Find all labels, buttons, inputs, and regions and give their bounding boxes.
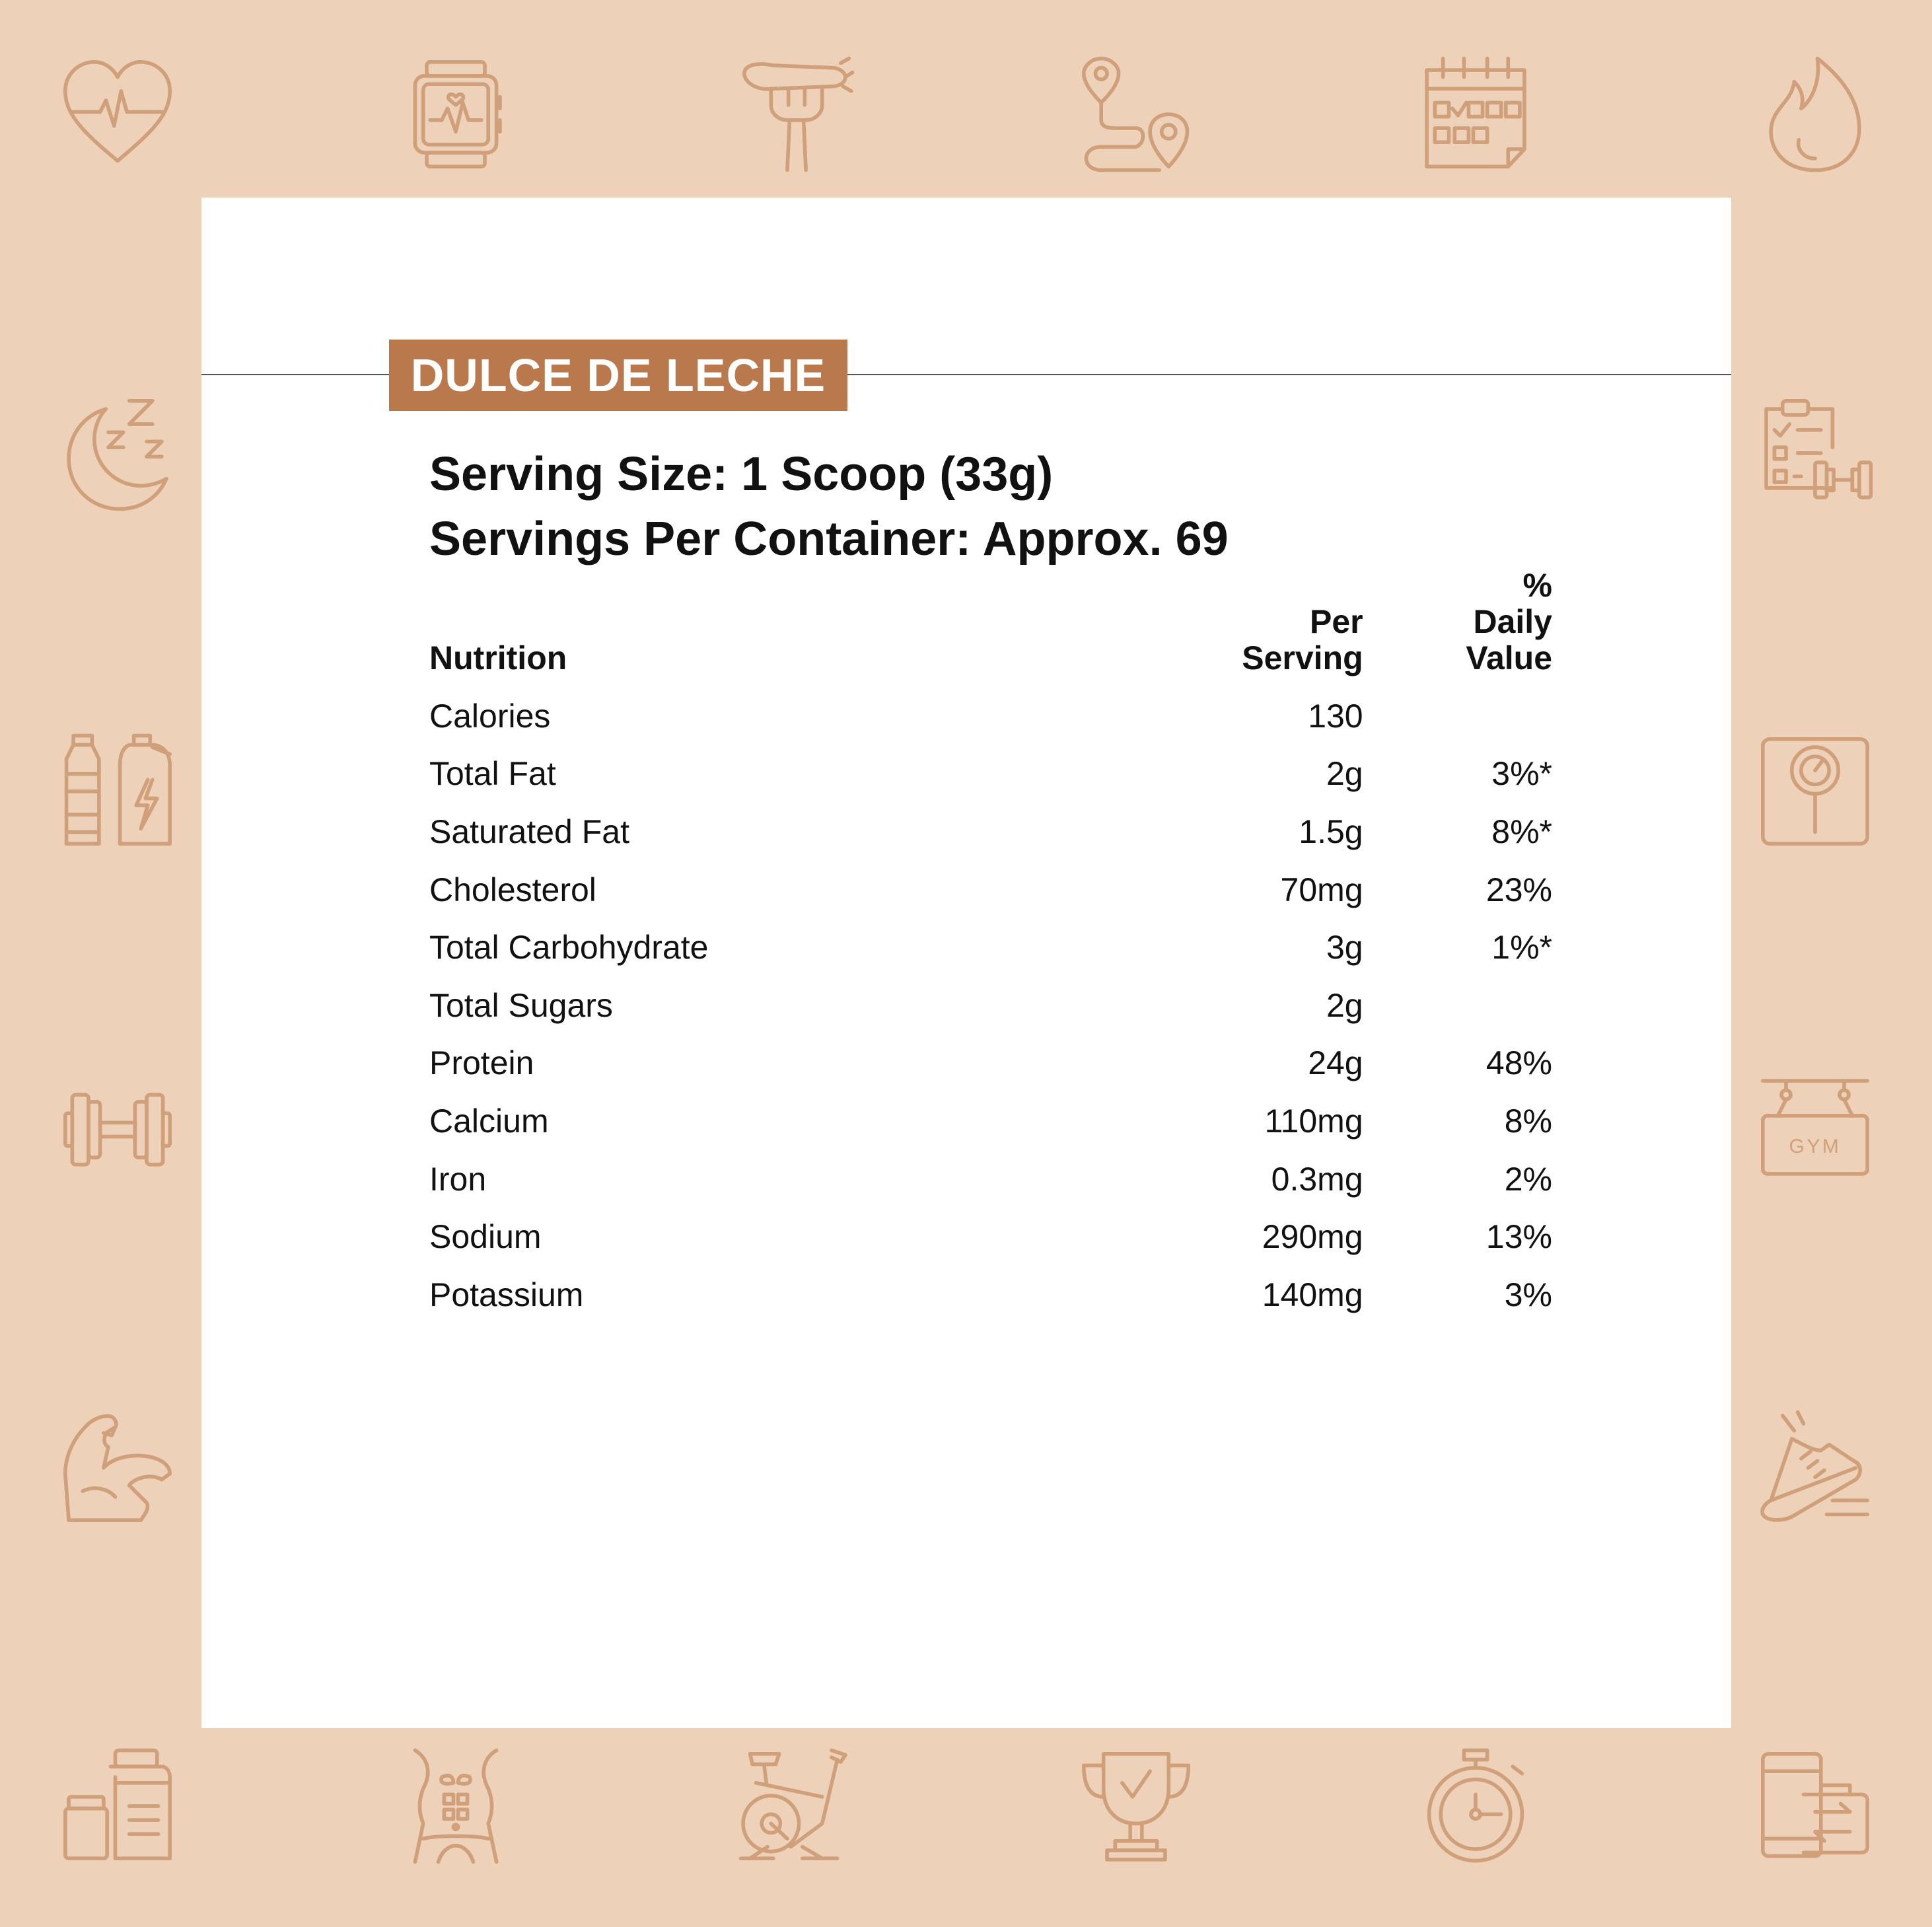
exercise-bike-icon xyxy=(738,1748,855,1864)
header-nutrition-text: Nutrition xyxy=(429,639,567,676)
daily-value: 13% xyxy=(1485,1218,1552,1256)
table-row xyxy=(429,1150,1552,1208)
header-dv-line2: Daily xyxy=(1473,603,1552,640)
per-serving-value: 290mg xyxy=(1262,1218,1363,1256)
header-dv-line1: % xyxy=(1522,567,1552,604)
per-serving-value: 24g xyxy=(1308,1044,1363,1082)
per-serving-value: 130 xyxy=(1308,697,1363,735)
nutrient-name: Protein xyxy=(429,1044,534,1082)
header-daily-value xyxy=(1363,567,1552,687)
serving-size: Serving Size: 1 Scoop (33g) xyxy=(429,448,1054,501)
clipboard-dumbbell-icon xyxy=(1757,395,1873,511)
table-row xyxy=(429,1208,1552,1266)
table-row xyxy=(429,687,1552,745)
per-serving-value: 70mg xyxy=(1280,871,1363,908)
running-shoe-icon xyxy=(1757,1410,1873,1526)
table-row xyxy=(429,976,1552,1035)
daily-value xyxy=(1363,687,1552,745)
table-row xyxy=(429,745,1552,803)
daily-value: 3% xyxy=(1504,1276,1552,1313)
nutrient-name: Calcium xyxy=(429,1102,549,1140)
daily-value: 1%* xyxy=(1491,929,1552,966)
daily-value: 3%* xyxy=(1491,755,1552,793)
per-serving-value: 2g xyxy=(1326,755,1363,793)
per-serving-value: 3g xyxy=(1326,929,1363,966)
table-row xyxy=(429,803,1552,861)
servings-per-container: Servings Per Container: Approx. 69 xyxy=(429,513,1229,565)
daily-value: 23% xyxy=(1485,871,1552,908)
flexed-arm-icon xyxy=(59,1410,176,1526)
header-dv-line3: Value xyxy=(1466,639,1552,676)
header-per-serving xyxy=(1131,567,1363,687)
trophy-icon xyxy=(1078,1748,1194,1864)
header-per-serving-line1: Per xyxy=(1310,603,1363,640)
abs-torso-icon xyxy=(398,1748,514,1864)
carrot-fork-icon xyxy=(738,56,855,172)
header-per-serving-line2: Serving xyxy=(1242,639,1363,676)
heart-rate-icon xyxy=(59,56,176,172)
serving-info xyxy=(429,442,1229,571)
gym-sign-text: GYM xyxy=(1789,1136,1842,1158)
flame-icon xyxy=(1757,56,1873,172)
nutrient-name: Total Fat xyxy=(429,755,556,793)
water-bottles-icon xyxy=(59,733,176,850)
table-row xyxy=(429,918,1552,976)
dumbbell-icon xyxy=(59,1072,176,1188)
table-row xyxy=(429,1035,1552,1093)
calendar-icon xyxy=(1417,56,1534,172)
supplement-jars-icon xyxy=(59,1748,176,1864)
tablet-transfer-icon xyxy=(1757,1748,1873,1864)
route-pin-icon xyxy=(1078,56,1194,172)
per-serving-value: 0.3mg xyxy=(1271,1160,1363,1198)
nutrient-name: Calories xyxy=(429,697,551,735)
table-row xyxy=(429,1092,1552,1150)
nutrient-name: Total Carbohydrate xyxy=(429,929,709,966)
nutrient-name: Potassium xyxy=(429,1276,584,1313)
nutrient-name: Iron xyxy=(429,1160,487,1198)
table-row xyxy=(429,861,1552,919)
daily-value: 8%* xyxy=(1491,813,1552,850)
per-serving-value: 1.5g xyxy=(1299,813,1363,850)
daily-value: 48% xyxy=(1485,1044,1552,1082)
per-serving-value: 140mg xyxy=(1262,1276,1363,1313)
per-serving-value: 2g xyxy=(1326,986,1363,1024)
flavor-label: DULCE DE LECHE xyxy=(389,340,847,411)
nutrition-table xyxy=(429,567,1552,1324)
gym-sign-icon xyxy=(1757,1072,1873,1188)
table-row xyxy=(429,1266,1552,1324)
scale-icon xyxy=(1757,733,1873,850)
nutrition-card xyxy=(201,198,1731,1728)
header-nutrition xyxy=(429,567,1131,687)
table-header-row xyxy=(429,567,1552,687)
nutrient-name: Saturated Fat xyxy=(429,813,629,850)
nutrient-name: Cholesterol xyxy=(429,871,596,908)
smartwatch-icon xyxy=(398,56,514,172)
nutrient-name: Total Sugars xyxy=(429,986,613,1024)
daily-value xyxy=(1363,976,1552,1035)
daily-value: 2% xyxy=(1504,1160,1552,1198)
per-serving-value: 110mg xyxy=(1264,1102,1363,1140)
stopwatch-icon xyxy=(1417,1748,1534,1864)
daily-value: 8% xyxy=(1504,1102,1552,1140)
sleep-moon-icon xyxy=(59,395,176,511)
nutrient-name: Sodium xyxy=(429,1218,542,1256)
